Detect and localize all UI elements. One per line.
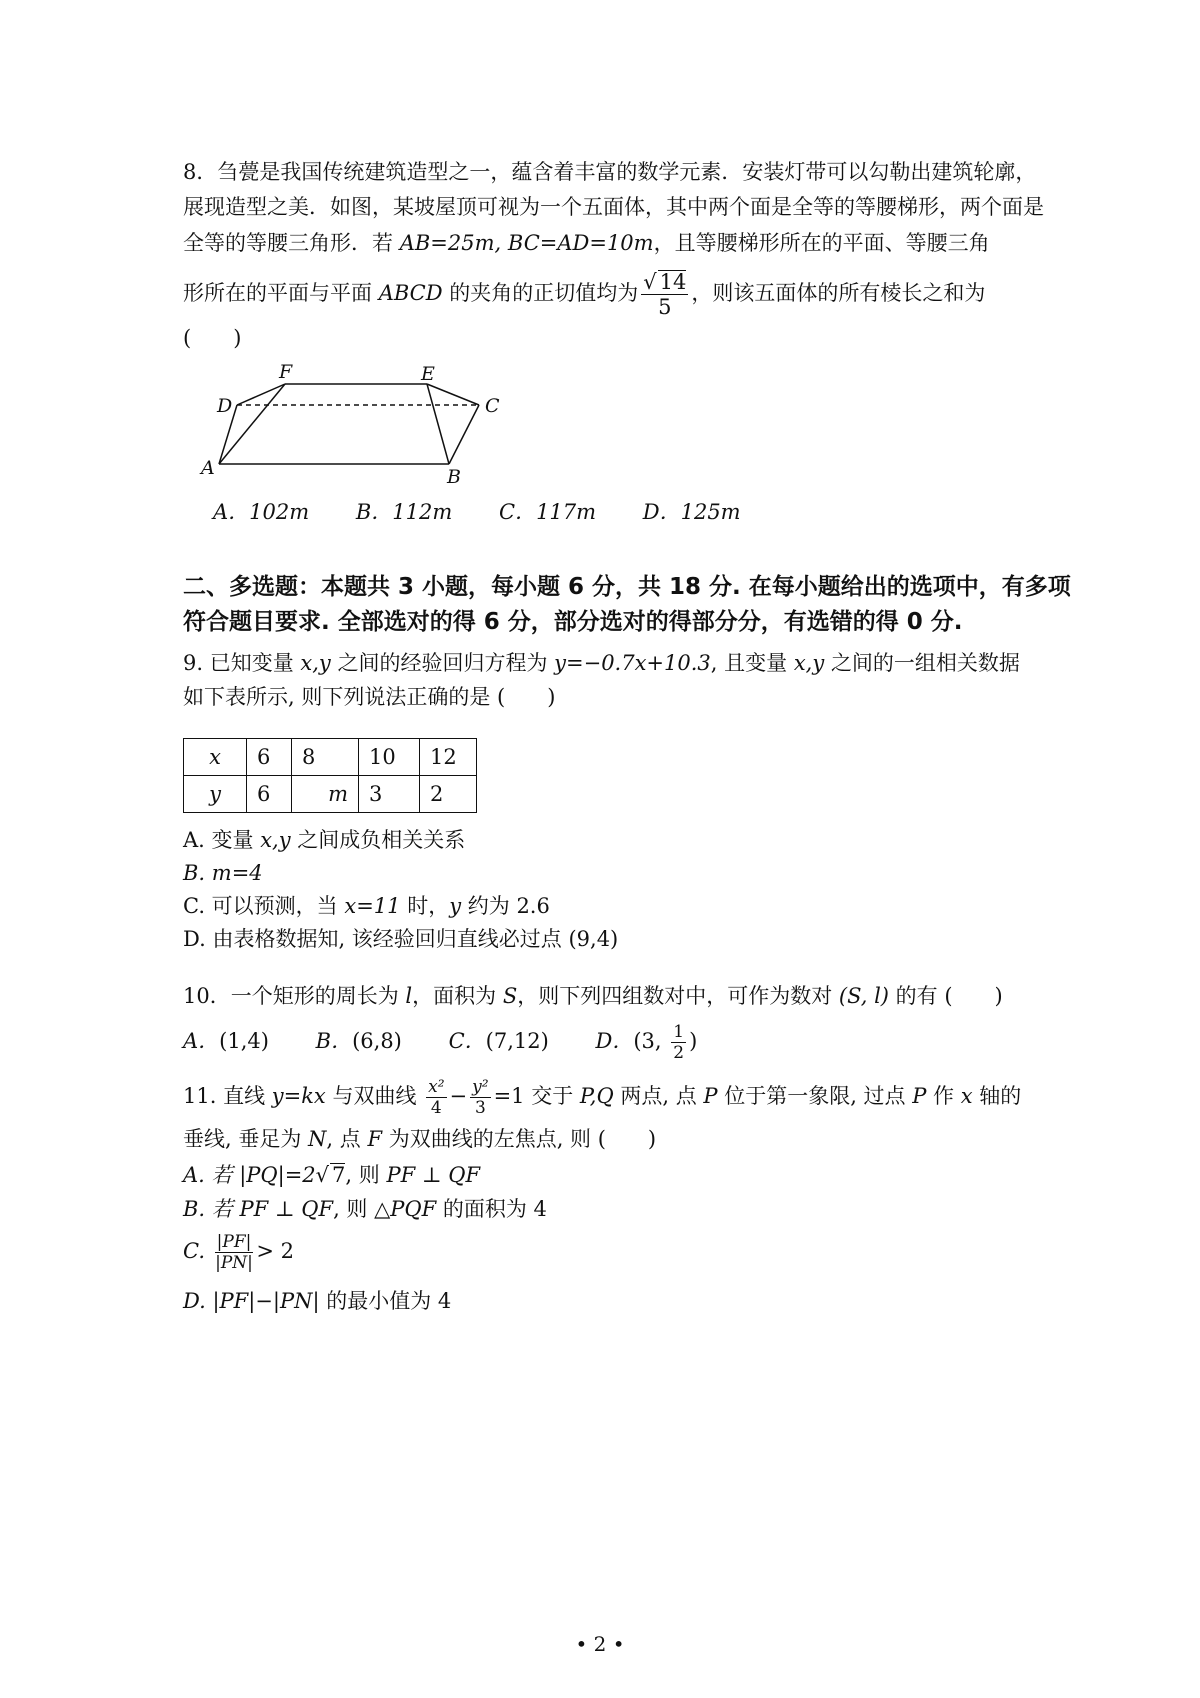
q9-option-d: D. 由表格数据知, 该经验回归直线必过点 (9,4): [183, 927, 619, 951]
table-cell: 3: [359, 776, 420, 813]
tan-fraction: $\frac{√ 14}{5}$: [643, 270, 687, 319]
q8-option-b: B．112m: [355, 500, 453, 524]
q8-text: 的夹角的正切值均为: [442, 281, 639, 305]
q11-option-a: A. 若 |PQ|=2√ 7, 则 PF ⊥ QF: [183, 1163, 481, 1187]
q10-option-c: C．(7,12): [448, 1029, 549, 1053]
table-cell: x: [184, 739, 247, 776]
q8-option-a: A．102m: [213, 500, 310, 524]
q8-text: 全等的等腰三角形．若: [183, 231, 400, 255]
label-d: D: [217, 395, 233, 417]
table-cell: 10: [359, 739, 420, 776]
label-c: C: [485, 395, 500, 417]
tan-denominator: 5: [658, 295, 672, 319]
q9-option-a: A. 变量 x,y 之间成负相关关系: [183, 828, 466, 852]
q11-option-b: B. 若 PF ⊥ QF, 则 △PQF 的面积为 4: [183, 1197, 547, 1221]
q8-text: 形所在的平面与平面: [183, 281, 379, 305]
table-row: [184, 776, 477, 813]
q9-line-1: 9. 已知变量 x,y 之间的经验回归方程为 y=−0.7x+10.3, 且变量 x,y 之间的一组相关数据: [183, 651, 1020, 675]
q10-options: [183, 1018, 737, 1064]
table-cell: 6: [247, 776, 292, 813]
q8-answer-paren: ( ): [183, 326, 242, 350]
q11-option-d: D. |PF|−|PN| 的最小值为 4: [183, 1289, 452, 1313]
edge-bc: [449, 405, 479, 464]
q8-text: ，则该五面体的所有棱长之和为: [691, 281, 986, 305]
tan-numerator: 14: [659, 270, 687, 294]
page-number: • 2 •: [575, 1632, 625, 1656]
table-cell: 8: [292, 739, 359, 776]
q8-option-d: D．125m: [642, 500, 741, 524]
hyperbola-y-fraction: $\frac{\text{y²}}{3}$: [472, 1077, 489, 1118]
q9-option-b: B. m=4: [183, 861, 263, 885]
edge-ec: [427, 384, 479, 405]
q11-line-1: 11. 直线 y=kx 与双曲线 $\frac{\text{x²}}{4}$ − $\frac{\text{y²}}{3}$ =1 交于 P,Q 两点, 点 P 位于第一象限, 过点 P 作 x 轴的: [183, 1077, 1022, 1118]
table-cell: 2: [420, 776, 477, 813]
q10-option-a: A．(1,4): [183, 1029, 269, 1053]
hyperbola-x-fraction: $\frac{\text{x²}}{4}$: [428, 1077, 445, 1118]
q10-option-b: B．(6,8): [315, 1029, 402, 1053]
label-e: E: [421, 363, 435, 385]
q9-data-table: [183, 738, 477, 813]
label-f: F: [279, 361, 293, 383]
q8-text: ，且等腰梯形所在的平面、等腰三角: [653, 231, 990, 255]
q8-math: ABCD: [378, 281, 443, 305]
q8-line-2: 展现造型之美．如图，某坡屋顶可视为一个五面体，其中两个面是全等的等腰梯形，两个面是: [183, 195, 1044, 219]
pentahedron-figure: [195, 360, 515, 485]
table-row: [184, 739, 477, 776]
table-cell: 6: [247, 739, 292, 776]
q8-option-c: C．117m: [498, 500, 597, 524]
q8-math: AB=25m, BC=AD=10m: [399, 231, 654, 255]
q9-line-2: 如下表所示, 则下列说法正确的是 ( ): [183, 685, 556, 709]
q8-line-3: [183, 228, 990, 258]
q8-line-1: 8．刍甍是我国传统建筑造型之一，蕴含着丰富的数学元素．安装灯带可以勾勒出建筑轮廓，: [183, 160, 1037, 184]
label-a: A: [201, 457, 215, 479]
table-cell: y: [184, 776, 247, 813]
q8-line-4: [183, 268, 985, 319]
section2-heading-line-2: 符合题目要求. 全部选对的得 6 分，部分选对的得部分分，有选错的得 0 分.: [183, 609, 963, 635]
q8-options: [213, 497, 781, 527]
edge-df: [237, 384, 285, 405]
q10-line-1: 10．一个矩形的周长为 l，面积为 S，则下列四组数对中，可作为数对 (S, l) 的有 ( ): [183, 984, 1003, 1008]
label-b: B: [447, 466, 461, 485]
q9-option-c: C. 可以预测，当 x=11 时，y 约为 2.6: [183, 894, 550, 918]
q10-option-d: D．(3, $\frac{1}{2}$ ): [595, 1022, 698, 1063]
table-cell: m: [292, 776, 359, 813]
section2-heading-line-1: 二、多选题：本题共 3 小题，每小题 6 分，共 18 分. 在每小题给出的选项中，有多项: [183, 574, 1071, 600]
q11-option-c: C. $\frac{|PF|}{|PN|}$ > 2: [183, 1232, 295, 1273]
edge-eb: [427, 384, 449, 464]
q11-line-2: 垂线, 垂足为 N, 点 F 为双曲线的左焦点, 则 ( ): [183, 1127, 657, 1151]
table-cell: 12: [420, 739, 477, 776]
